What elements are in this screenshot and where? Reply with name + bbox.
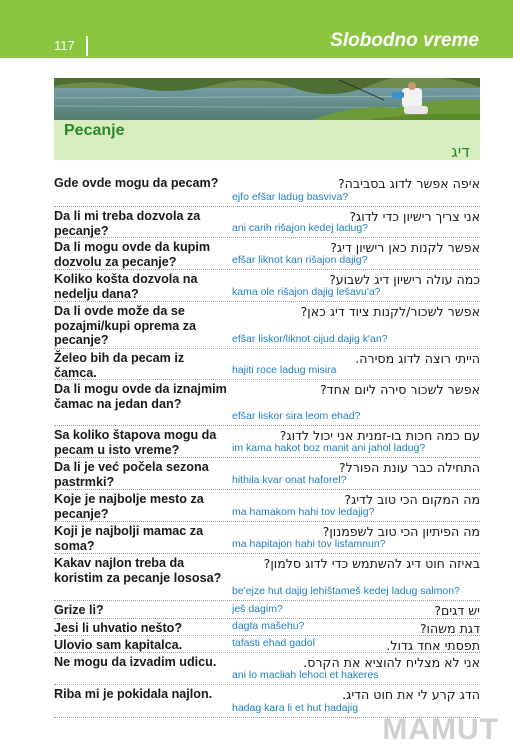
phrase-transliteration: kama ole rišajon dajig lešavu'a?	[232, 286, 381, 298]
page-number: 117	[54, 38, 75, 53]
header-divider	[86, 36, 88, 56]
phrase-list	[54, 174, 480, 718]
phrase-transliteration: hajiti roce ladug misira	[232, 364, 337, 376]
phrase-transliteration: ejfo efšar ladug basviva?	[232, 191, 349, 203]
phrase-serbian: Jesi li uhvatio nešto?	[54, 621, 183, 635]
phrase-serbian: Koliko košta dozvola na nedelju dana?	[54, 272, 198, 301]
phrase-hebrew: מה הפיתיון הכי טוב לשפמנון?	[322, 524, 480, 539]
phrase-row	[54, 458, 480, 490]
phrase-serbian: Da li je već počela sezona pastrmki?	[54, 460, 209, 489]
phrase-transliteration: dagta mašehu?	[232, 620, 305, 632]
phrase-serbian: Koji je najbolji mamac za soma?	[54, 524, 204, 553]
phrase-transliteration: ma hapitajon hahi tov lisfamnun?	[232, 538, 386, 550]
phrase-serbian: Koje je najbolje mesto za pecanje?	[54, 492, 204, 521]
phrase-row	[54, 522, 480, 554]
phrase-row	[54, 349, 480, 380]
phrase-serbian: Gde ovde mogu da pecam?	[54, 176, 219, 190]
phrase-transliteration: tafasti ehad gadol	[232, 637, 315, 649]
phrase-transliteration: efšar liknot kan rišajon dajig?	[232, 254, 368, 266]
phrase-serbian: Kakav najlon treba da koristim za pecanje lososa?	[54, 556, 222, 585]
chapter-title: Slobodno vreme	[330, 30, 479, 51]
phrase-row	[54, 380, 480, 426]
phrase-hebrew: הייתי רוצה לדוג מסירה.	[355, 351, 480, 366]
phrase-row	[54, 636, 480, 653]
phrase-row	[54, 653, 480, 685]
phrase-transliteration: ma hamakom hahi tov ledajig?	[232, 506, 375, 518]
phrase-hebrew: תפסתי אחד גדול.	[386, 638, 480, 653]
section-title-hebrew: דיג	[451, 142, 470, 161]
phrase-hebrew: מה המקום הכי טוב לדיג?	[344, 492, 480, 507]
phrase-serbian: Ulovio sam kapitalca.	[54, 638, 183, 652]
phrase-transliteration: ješ dagim?	[232, 603, 283, 615]
phrase-row	[54, 270, 480, 302]
phrase-hebrew: יש דגים?	[434, 603, 480, 618]
phrase-hebrew: אפשר לשכור סירה ליום אחד?	[320, 382, 480, 397]
section-heading	[54, 120, 480, 160]
phrase-serbian: Riba mi je pokidala najlon.	[54, 687, 213, 701]
section-title: Pecanje	[64, 122, 125, 139]
phrase-transliteration: im kama hakot boz manit ani jahol ladug?	[232, 442, 426, 454]
phrase-transliteration: be'ejze hut dajig lehištameš kedej ladug salmon?	[232, 585, 460, 597]
phrase-serbian: Da li ovde može da se pozajmi/kupi oprema za pecanje?	[54, 304, 197, 347]
fishing-photo-image	[54, 78, 480, 123]
phrase-hebrew: כמה עולה רישיון דיג לשבוע?	[329, 272, 480, 287]
phrase-row	[54, 554, 480, 601]
phrase-transliteration: efšar liskor/liknot cijud dajig k'an?	[232, 333, 388, 345]
phrase-serbian: Sa koliko štapova mogu da pecam u isto vreme?	[54, 428, 217, 457]
phrase-row	[54, 490, 480, 522]
phrase-hebrew: אני צריך רישיון כדי לדוג?	[349, 209, 480, 224]
phrase-row	[54, 207, 480, 238]
phrase-hebrew: אפשר לקנות כאן רישיון דיג?	[330, 240, 480, 255]
phrase-serbian: Da li mi treba dozvola za pecanje?	[54, 209, 201, 238]
phrase-transliteration: efšar liskor sira leom ehad?	[232, 410, 361, 422]
fishing-photo	[54, 78, 480, 123]
watermark-logo: MAMUT	[382, 713, 499, 746]
phrase-row	[54, 619, 480, 636]
phrase-row	[54, 601, 480, 619]
phrase-transliteration: hithila kvar onat haforel?	[232, 474, 347, 486]
phrase-row	[54, 426, 480, 458]
phrase-hebrew: באיזה חוט דיג להשתמש כדי לדוג סלמון?	[263, 556, 480, 571]
phrase-hebrew: עם כמה חכות בו-זמנית אני יכול לדוג?	[279, 428, 480, 443]
phrase-serbian: Ne mogu da izvadim udicu.	[54, 655, 217, 669]
phrase-hebrew: הדג קרע לי את חוט הדיג.	[342, 687, 480, 702]
phrase-row	[54, 174, 480, 207]
phrase-hebrew: איפה אפשר לדוג בסביבה?	[337, 176, 480, 191]
phrase-transliteration: hadag kara li et hut hadajig	[232, 702, 359, 714]
phrase-hebrew: אני לא מצליח להוציא את הקרס.	[303, 655, 480, 670]
phrase-hebrew: התחילה כבר עונת הפורל?	[338, 460, 480, 475]
phrase-transliteration: ani carih rišajon kedej ladug?	[232, 222, 369, 234]
page-header	[0, 0, 513, 58]
phrase-hebrew: אפשר לשכור/לקנות ציוד דיג כאן?	[300, 304, 480, 319]
phrase-serbian: Želeo bih da pecam iz čamca.	[54, 351, 185, 380]
phrase-hebrew: דגת משהו?	[419, 621, 480, 636]
phrase-serbian: Da li mogu ovde da kupim dozvolu za pecanje?	[54, 240, 211, 269]
phrase-serbian: Grize li?	[54, 603, 104, 617]
phrase-transliteration: ani lo macliah lehoci et hakeres	[232, 669, 379, 681]
phrase-serbian: Da li mogu ovde da iznajmim čamac na jedan dan?	[54, 382, 227, 411]
phrase-row	[54, 238, 480, 270]
phrase-row	[54, 302, 480, 349]
